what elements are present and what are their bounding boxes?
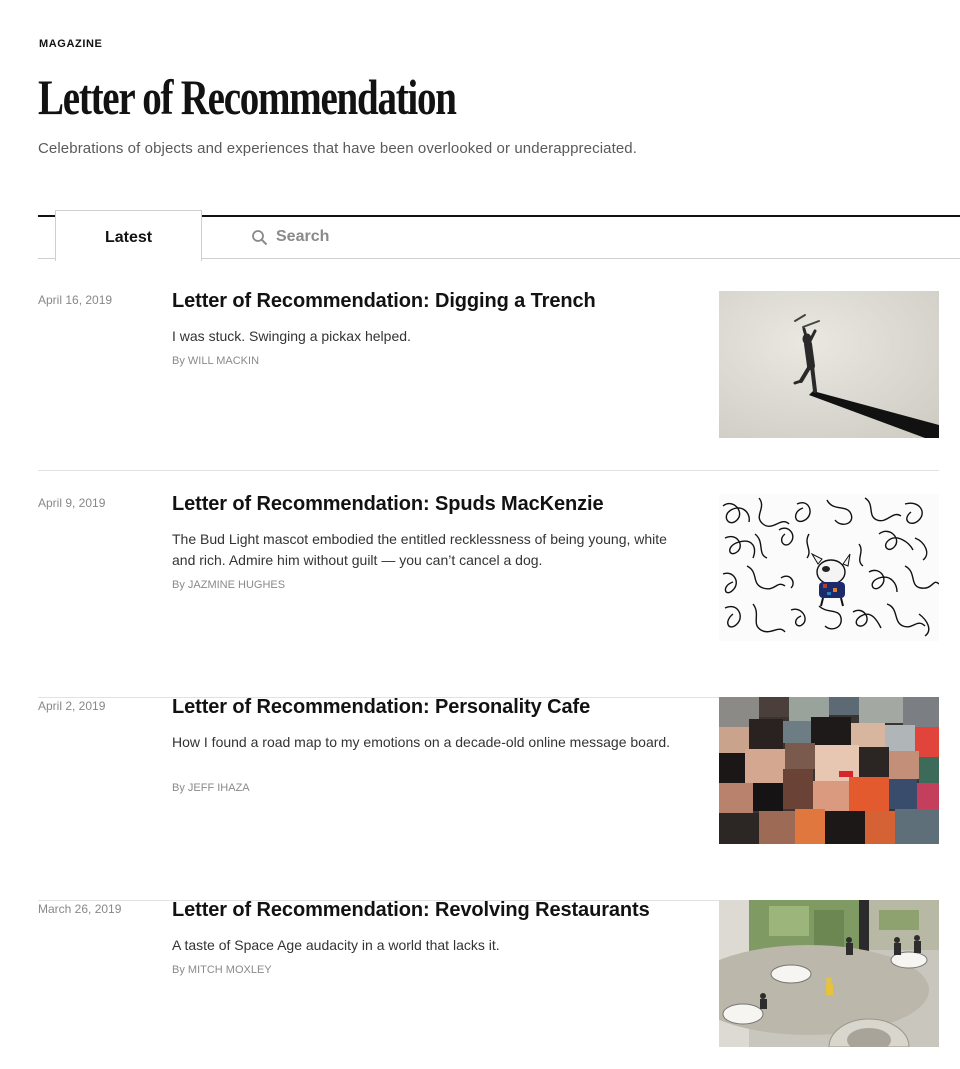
article-summary: I was stuck. Swinging a pickax helped. <box>172 328 411 344</box>
page-subtitle: Celebrations of objects and experiences that have been overlooked or underappreciated. <box>38 140 637 157</box>
article-summary: The Bud Light mascot embodied the entitled recklessness of being young, white and rich. Admire him without guilt — you can’t cancel a dog. <box>172 531 667 568</box>
byline-prefix: By <box>172 355 188 367</box>
pickax-silhouette-image[interactable] <box>719 291 939 438</box>
article-title[interactable]: Letter of Recommendation: Personality Cafe <box>172 696 591 718</box>
byline-author[interactable]: MITCH MOXLEY <box>187 964 272 976</box>
tab-bar <box>38 215 960 259</box>
byline-prefix: By <box>172 782 188 794</box>
article-byline <box>172 355 259 367</box>
article-date: March 26, 2019 <box>38 902 122 916</box>
byline-author[interactable]: JAZMINE HUGHES <box>187 579 286 591</box>
article-date: April 2, 2019 <box>38 699 106 713</box>
page-title: Letter of Recommendation <box>38 69 456 125</box>
article-date: April 16, 2019 <box>38 293 113 307</box>
article-item[interactable] <box>38 290 939 471</box>
article-item[interactable] <box>38 493 939 698</box>
byline-author[interactable]: JEFF IHAZA <box>187 782 250 794</box>
byline-prefix: By <box>172 964 188 976</box>
dog-line-drawing-image[interactable] <box>719 494 939 641</box>
tab-latest[interactable] <box>55 210 202 261</box>
restaurant-interior-image[interactable] <box>719 900 939 1047</box>
article-byline <box>172 782 250 794</box>
section-label[interactable]: MAGAZINE <box>39 38 103 50</box>
glitch-faces-collage-image[interactable] <box>719 697 939 844</box>
article-title[interactable]: Letter of Recommendation: Spuds MacKenzie <box>172 493 604 515</box>
tab-latest-label: Latest <box>104 229 153 246</box>
tab-search-label: Search <box>276 228 330 245</box>
tab-search[interactable] <box>251 217 329 257</box>
search-icon <box>251 229 268 246</box>
article-byline <box>172 579 285 591</box>
article-date: April 9, 2019 <box>38 496 106 510</box>
article-title[interactable]: Letter of Recommendation: Revolving Restaurants <box>172 899 650 921</box>
article-item[interactable] <box>38 696 939 901</box>
article-summary: How I found a road map to my emotions on a decade-old online message board. <box>172 734 671 750</box>
article-item[interactable] <box>38 899 939 1069</box>
article-title[interactable]: Letter of Recommendation: Digging a Trench <box>172 290 596 312</box>
article-summary: A taste of Space Age audacity in a world that lacks it. <box>172 937 500 953</box>
article-byline <box>172 964 272 976</box>
byline-author[interactable]: WILL MACKIN <box>187 355 260 367</box>
byline-prefix: By <box>172 579 188 591</box>
